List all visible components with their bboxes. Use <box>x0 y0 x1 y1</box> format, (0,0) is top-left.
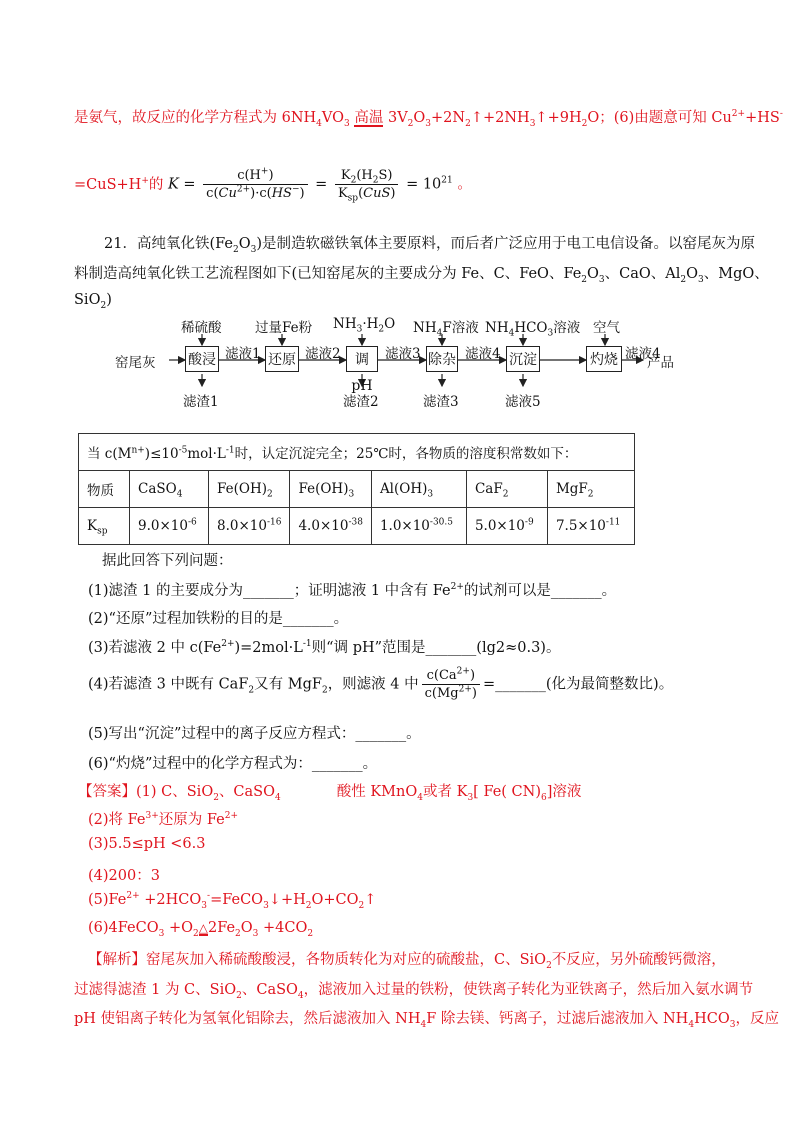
analysis-label: 【解析】 <box>88 952 146 968</box>
analysis-line-3: pH 使铝离子转化为氢氧化铝除去，然后滤液加入 $NH_4F$ 除去镁、钙离子，过滤后滤液加入 $NH_4HCO_3$，反应 <box>74 1011 779 1030</box>
step-adjust-ph: 调pH <box>346 346 378 372</box>
residue-2: 滤渣2 <box>343 394 379 410</box>
question-line-1: 21．高纯氧化铁$(Fe_2O_3)$是制造软磁铁氧体主要原料，而后者广泛应用于电工电信设备。以窑尾灰为原 <box>104 236 755 255</box>
analysis-line-1: 【解析】窑尾灰加入稀硫酸酸浸，各物质转化为对应的硫酸盐，C、SiO$_2$不反应，另外硫酸钙微溶， <box>88 952 726 971</box>
reagent-nh4hco3: $NH_4HCO_3$溶液 <box>485 320 581 339</box>
header-caso4: CaSO$_4$ <box>130 471 209 508</box>
residue-5: 滤液5 <box>505 394 541 410</box>
k-exp: 21 <box>441 175 453 186</box>
ksp-caf2: $5.0\times 10^{-9}$ <box>466 508 547 545</box>
header-caf2: CaF$_2$ <box>466 471 547 508</box>
header-feoh3: $Fe(OH)_3$ <box>290 471 371 508</box>
condition-heat: △ <box>198 921 208 935</box>
k-fraction: $\frac{c(H^+)}{c(Cu^{2+})\cdot c(HS^-)}$ <box>203 168 307 201</box>
reagent-air: 空气 <box>593 320 620 336</box>
question-line-2: 料制造高纯氧化铁工艺流程图如下(已知窑尾灰的主要成分为 Fe、C、FeO、$Fe_2O_3$、CaO、$Al_2O_3$、MgO、 <box>74 266 769 285</box>
filtrate-2: 滤液2 <box>305 346 341 362</box>
k-expression: K = <box>167 176 196 193</box>
ksp-caso4: $9.0\times 10^{-6}$ <box>130 508 209 545</box>
answer-3: (3)5.5≤pH <6.3 <box>88 836 206 852</box>
table-row-ksp <box>79 508 635 545</box>
k2-fraction: $\frac{K_2(H_2S)}{K_{sp}(CuS)}$ <box>335 168 399 201</box>
filtrate-3: 滤液3 <box>385 346 421 362</box>
intro-line-2: =CuS+H+的 K = $\frac{c(H^+)}{c(Cu^{2+})\cdot c(HS^-)}$ = $\frac{K_2(H_2S)}{K_{sp}(CuS)}$ = $10^{21}$ 。 <box>74 166 472 204</box>
answer-6: (6)4FeCO$_3$ $+O_2\triangle 2Fe_2O_3 +4CO_2$ <box>88 920 314 939</box>
header-feoh2: $Fe(OH)_2$ <box>209 471 290 508</box>
flow-end: 产品 <box>647 355 674 371</box>
analysis-line-2: 过滤得滤渣 1 为 C、SiO$_2$、CaSO$_4$，滤液加入过量的铁粉，使铁离子转化为亚铁离子，然后加入氨水调节 <box>74 982 754 1001</box>
step-remove-impurity: 除杂 <box>426 346 458 372</box>
answer-2: (2)将 $Fe^{3+}$还原为 $Fe^{2+}$ <box>88 811 239 828</box>
q4-tail: =_______(化为最简整数比)。 <box>483 676 674 693</box>
step-reduce: 还原 <box>265 346 299 372</box>
reagent-nh4f: $NH_4F$溶液 <box>413 320 479 339</box>
sub-question-4: (4)若滤渣 3 中既有 CaF$_2$又有 MgF$_2$，则滤液 4 中 $\frac{c(Ca^{2+})}{c(Mg^{2+})}$ =_______(化为最简整数比)。 <box>88 666 674 701</box>
ksp-aloh3: $1.0\times 10^{-30.5}$ <box>371 508 466 545</box>
row-label-ksp: $K_{sp}$ <box>79 508 130 545</box>
ksp-mgf2: $7.5\times 10^{-11}$ <box>547 508 634 545</box>
header-mgf2: MgF$_2$ <box>547 471 634 508</box>
period: 。 <box>457 176 472 193</box>
header-aloh3: $Al(OH)_3$ <box>371 471 466 508</box>
reagent-ammonia: $NH_3\cdot H_2O$ <box>333 316 396 335</box>
sub-question-3: (3)若滤液 2 中 $c(Fe^{2+})=2mol\cdot L^{-1}$则“调 pH”范围是_______(lg2≈0.3)。 <box>88 639 561 656</box>
answer-4: (4)200：3 <box>88 868 160 884</box>
k-result: = 10 <box>406 176 442 193</box>
filtrate-4b: 滤液4 <box>625 346 661 362</box>
ksp-feoh2: $8.0\times 10^{-16}$ <box>209 508 290 545</box>
residue-1: 滤渣1 <box>183 394 219 410</box>
question-line-3: SiO$_2$) <box>74 292 112 311</box>
filtrate-1: 滤液1 <box>225 346 261 362</box>
flow-start: 窑尾灰 <box>115 355 156 371</box>
condition-high-temp: 高温 <box>354 110 384 126</box>
ca-mg-ratio-fraction: $\frac{c(Ca^{2+})}{c(Mg^{2+})}$ <box>422 668 480 701</box>
reagent-dilute-h2so4: 稀硫酸 <box>181 320 222 336</box>
intro-line-1: 是氨气，故反应的化学方程式为 $6NH_4VO_3$ 高温 $3V_2O_3+2N_2↑+2NH_3↑+9H_2O$；(6)由题意可知 $Cu^{2+}+HS^-$ <box>74 109 783 129</box>
prompt-text: 据此回答下列问题： <box>102 553 233 569</box>
step-precipitate: 沉淀 <box>506 346 540 372</box>
answer-label: 【答案】 <box>78 784 136 800</box>
answer-1: 【答案】(1) C、SiO$_2$、CaSO$_4$ 酸性 KMnO$_4$或者 $K_3$[ Fe( $CN)_6$]溶液 <box>78 784 582 803</box>
table-note: 当 $c(M^{n+})\le 10^{-5}mol\cdot L^{-1}$时，认定沉淀完全；25℃时，各物质的溶度积常数如下： <box>79 434 635 471</box>
ksp-feoh3: $4.0\times 10^{-38}$ <box>290 508 371 545</box>
answer-5: $(5)Fe^{2+}$ $+2HCO_3^-=FeCO_3↓+H_2O+CO_2↑$ <box>88 891 377 911</box>
residue-3: 滤渣3 <box>423 394 459 410</box>
sub-question-5: (5)写出“沉淀”过程中的离子反应方程式：_______。 <box>88 726 421 742</box>
header-substance: 物质 <box>79 471 130 508</box>
filtrate-4: 滤液4 <box>465 346 501 362</box>
table-header-row <box>79 471 635 508</box>
ksp-table <box>78 433 635 545</box>
step-calcine: 灼烧 <box>586 346 622 372</box>
sub-question-2: (2)“还原”过程加铁粉的目的是_______。 <box>88 611 349 627</box>
sub-question-6: (6)“灼烧”过程中的化学方程式为：_______。 <box>88 756 378 772</box>
reagent-fe-powder: 过量Fe粉 <box>255 320 313 336</box>
step-acid-leach: 酸浸 <box>185 346 219 372</box>
sub-question-1: (1)滤渣 1 的主要成分为_______；证明滤液 1 中含有 $Fe^{2+}$的试剂可以是_______。 <box>88 582 617 599</box>
